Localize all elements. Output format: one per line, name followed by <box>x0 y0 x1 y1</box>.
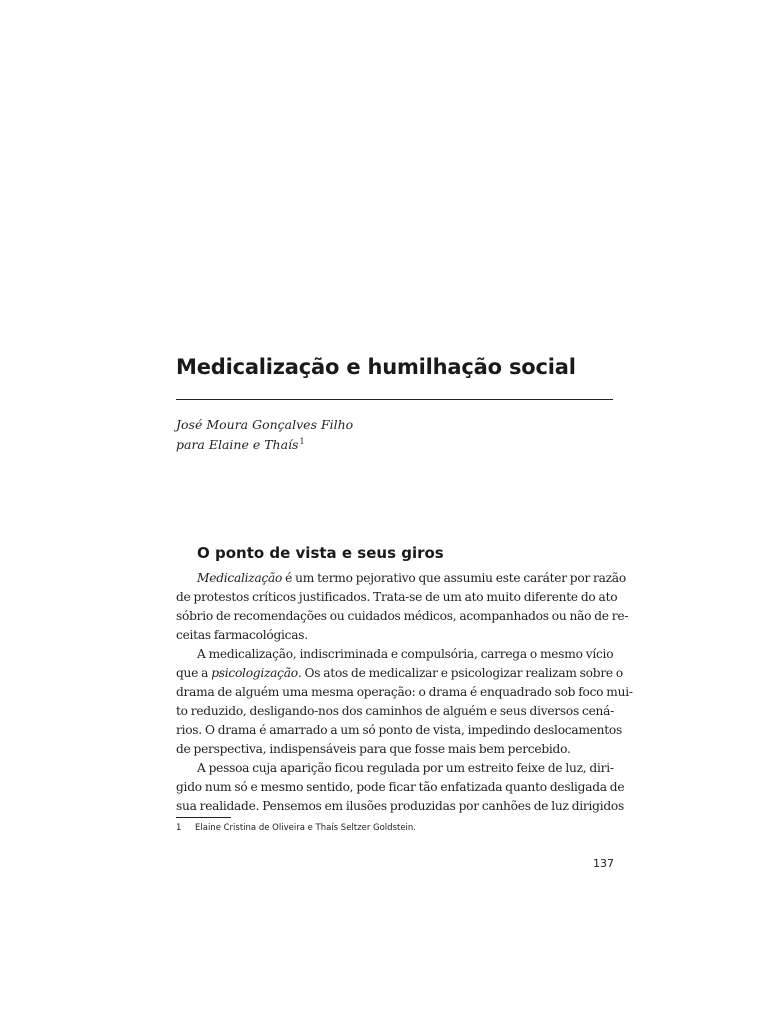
text-line <box>176 664 623 683</box>
text-line: gido num só e mesmo sentido, pode ficar tão enfatizada quanto desligada de <box>176 780 625 794</box>
text-line: A pessoa cuja aparição ficou regulada por um estreito feixe de luz, diri- <box>197 761 614 775</box>
text-line: A medicalização, indiscriminada e compulsória, carrega o mesmo vício <box>197 647 614 661</box>
text-line: sua realidade. Pensemos em ilusões produzidas por canhões de luz dirigidos <box>176 799 624 813</box>
section-heading: O ponto de vista e seus giros <box>197 544 444 562</box>
text-line: sóbrio de recomendações ou cuidados médicos, acompanhados ou não de re- <box>176 609 629 623</box>
text-line: rios. O drama é amarrado a um só ponto de vista, impedindo deslocamentos <box>176 723 622 737</box>
footnote-divider <box>176 817 231 818</box>
footnote-marker: 1 <box>299 437 305 446</box>
author-name: José Moura Gonçalves Filho <box>176 417 354 432</box>
chapter-title: Medicalização e humilhação social <box>176 355 576 379</box>
text-line: drama de alguém uma mesma operação: o drama é enquadrado sob foco mui- <box>176 685 633 699</box>
page-number: 137 <box>593 857 614 870</box>
title-divider <box>176 399 613 400</box>
text-span: . Os atos de medicalizar e psicologizar realizam sobre o <box>297 666 623 680</box>
emphasis-term: psicologização <box>211 666 298 680</box>
dedication-text: para Elaine e Thaís <box>176 437 299 452</box>
dedication <box>176 433 305 453</box>
text-line: ceitas farmacológicas. <box>176 628 308 642</box>
footnote-text: Elaine Cristina de Oliveira e Thaís Seltzer Goldstein. <box>195 823 417 833</box>
footnote-number: 1 <box>176 823 182 833</box>
text-line: de protestos críticos justificados. Trata-se de um ato muito diferente do ato <box>176 590 618 604</box>
text-span: que a <box>176 666 212 680</box>
text-line <box>197 569 626 588</box>
text-line: to reduzido, desligando-nos dos caminhos de alguém e seus diversos cená- <box>176 704 615 718</box>
emphasis-term: Medicalização <box>197 571 283 585</box>
text-span: é um termo pejorativo que assumiu este caráter por razão <box>282 571 626 585</box>
text-line: de perspectiva, indispensáveis para que fosse mais bem percebido. <box>176 742 571 756</box>
